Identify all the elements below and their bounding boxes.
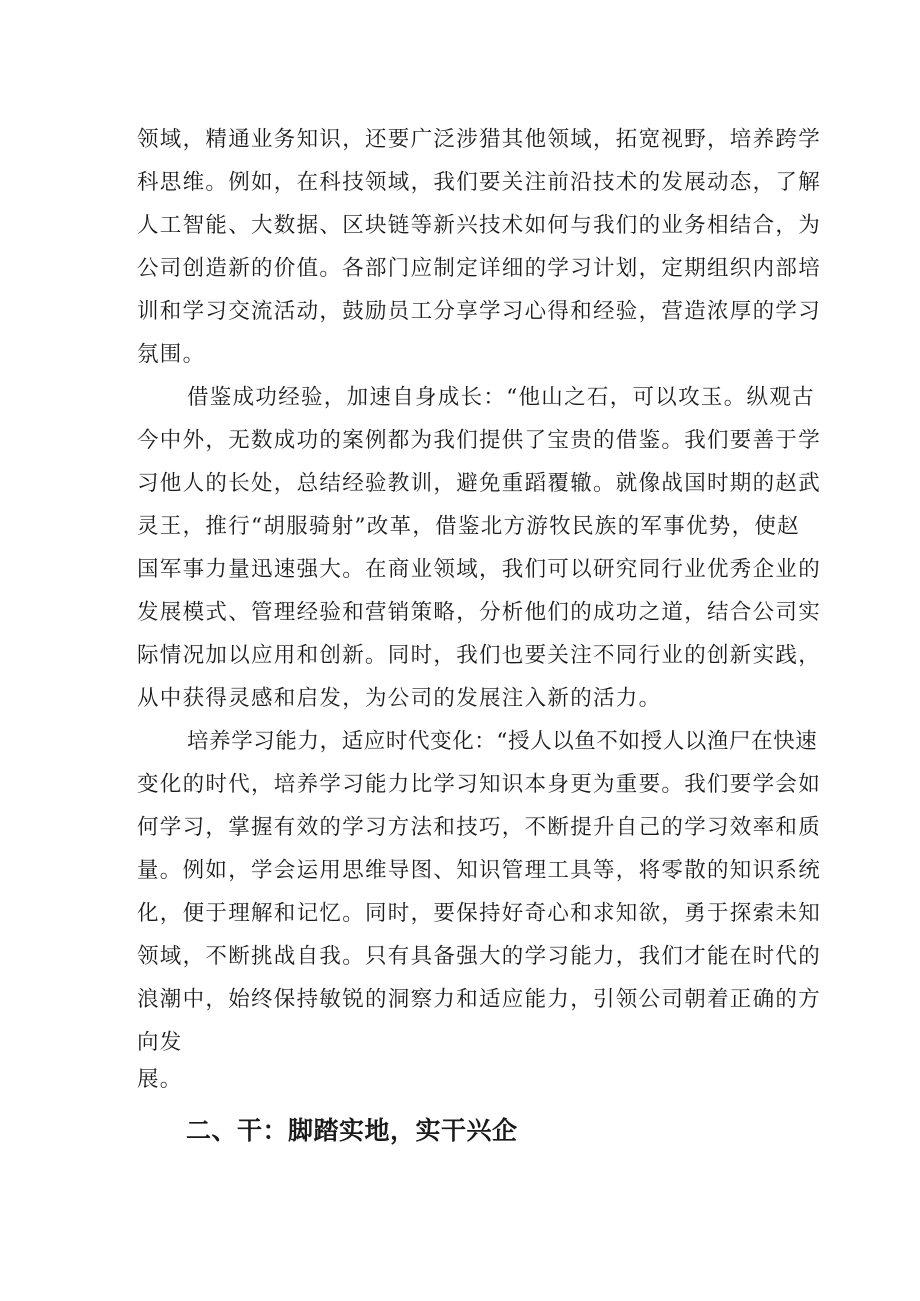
text-line: 量。例如，学会运用思维导图、知识管理工具等，将零散的知识系统: [137, 858, 822, 883]
text-line: 灵王，推行“胡服骑射”改革，借鉴北方游牧民族的军事优势，使赵: [137, 514, 800, 539]
text-line: 氛围。: [137, 342, 206, 367]
section-heading: 二、干：脚踏实地，实干兴企: [186, 1116, 518, 1145]
text-line: 发展模式、管理经验和营销策略，分析他们的成功之道，结合公司实: [137, 600, 822, 625]
text-line: 浪潮中，始终保持敏锐的洞察力和适应能力，引领公司朝着正确的方: [137, 987, 822, 1012]
paragraph-lead-line: 培养学习能力，适应时代变化：“授人以鱼不如授人以渔尸在快速: [187, 729, 818, 754]
text-line: 际情况加以应用和创新。同时，我们也要关注不同行业的创新实践，: [137, 643, 822, 668]
text-line: 变化的时代，培养学习能力比学习知识本身更为重要。我们要学会如: [137, 772, 822, 797]
text-line: 人工智能、大数据、区块链等新兴技术如何与我们的业务相结合，为: [137, 213, 822, 238]
text-line: 训和学习交流活动，鼓励员工分享学习心得和经验，营造浓厚的学习: [137, 299, 822, 324]
text-line: 领域，精通业务知识，还要广泛涉猎其他领域，拓宽视野，培养跨学: [137, 127, 822, 152]
text-line: 向发: [137, 1030, 183, 1055]
text-line: 领域，不断挑战自我。只有具备强大的学习能力，我们才能在时代的: [137, 944, 822, 969]
paragraph-lead-line: 借鉴成功经验，加速自身成长：“他山之石，可以攻玉。纵观古: [187, 385, 815, 410]
text-line: 化，便于理解和记忆。同时，要保持好奇心和求知欲，勇于探索未知: [137, 901, 822, 926]
text-line: 今中外，无数成功的案例都为我们提供了宝贵的借鉴。我们要善于学: [137, 428, 822, 453]
text-line: 何学习，掌握有效的学习方法和技巧，不断提升自己的学习效率和质: [137, 815, 822, 840]
text-line: 公司创造新的价值。各部门应制定详细的学习计划，定期组织内部培: [137, 256, 822, 281]
text-line: 习他人的长处，总结经验教训，避免重蹈覆辙。就像战国时期的赵武: [137, 471, 822, 496]
text-line: 展。: [137, 1067, 183, 1092]
text-line: 从中获得灵感和启发，为公司的发展注入新的活力。: [137, 686, 662, 711]
text-line: 科思维。例如，在科技领域，我们要关注前沿技术的发展动态，了解: [137, 170, 822, 195]
text-line: 国军事力量迅速强大。在商业领域，我们可以研究同行业优秀企业的: [137, 557, 822, 582]
